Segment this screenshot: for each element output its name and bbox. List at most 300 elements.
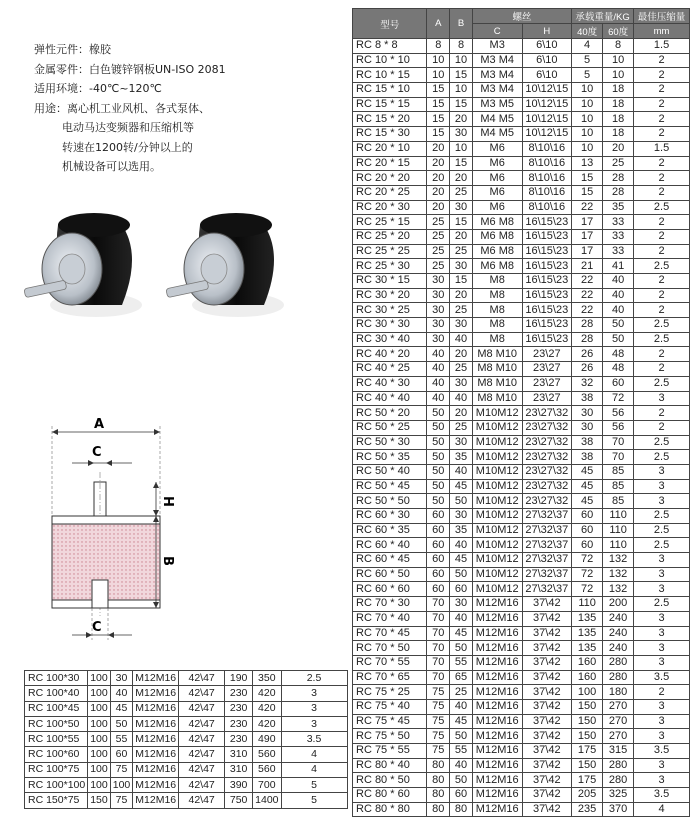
table-cell: RC 70 * 45 bbox=[353, 626, 427, 641]
table-cell: 20 bbox=[450, 229, 473, 244]
table-cell: 16\15\23 bbox=[522, 274, 572, 289]
table-row bbox=[353, 611, 690, 626]
table-cell: 28 bbox=[603, 185, 634, 200]
table-cell: 280 bbox=[603, 655, 634, 670]
table-cell: 230 bbox=[225, 701, 253, 716]
table-cell: 28 bbox=[572, 332, 603, 347]
table-cell: RC 15 * 30 bbox=[353, 127, 427, 142]
table-cell: 10 bbox=[572, 112, 603, 127]
table-cell: RC 50 * 35 bbox=[353, 450, 427, 465]
table-cell: 390 bbox=[225, 778, 253, 793]
header-c: C bbox=[472, 24, 522, 39]
table-cell: 100 bbox=[88, 732, 111, 747]
table-cell: 30 bbox=[450, 509, 473, 524]
table-cell: 30 bbox=[427, 332, 450, 347]
table-cell: 10 bbox=[603, 53, 634, 68]
table-cell: 50 bbox=[450, 567, 473, 582]
table-cell: 60 bbox=[427, 582, 450, 597]
table-cell: 3.5 bbox=[634, 788, 690, 803]
table-cell: 50 bbox=[427, 464, 450, 479]
table-cell: 3 bbox=[634, 714, 690, 729]
table-cell: 27\32\37 bbox=[522, 567, 572, 582]
table-cell: M8 bbox=[472, 318, 522, 333]
table-cell: M6 bbox=[472, 185, 522, 200]
table-cell: M12M16 bbox=[472, 714, 522, 729]
table-cell: 17 bbox=[572, 215, 603, 230]
table-cell: 72 bbox=[572, 567, 603, 582]
table-cell: RC 25 * 15 bbox=[353, 215, 427, 230]
table-cell: 40 bbox=[427, 347, 450, 362]
header-compression: 最佳压缩量 bbox=[634, 9, 690, 24]
table-cell: 23\27 bbox=[522, 391, 572, 406]
table-cell: 55 bbox=[450, 744, 473, 759]
table-cell: 10 bbox=[603, 68, 634, 83]
table-cell: 75 bbox=[427, 685, 450, 700]
table-cell: M6 bbox=[472, 200, 522, 215]
table-cell: 50 bbox=[427, 406, 450, 421]
table-cell: 160 bbox=[572, 670, 603, 685]
table-cell: 10 bbox=[450, 141, 473, 156]
table-cell: 75 bbox=[110, 762, 133, 777]
table-cell: 110 bbox=[603, 509, 634, 524]
table-cell: 15 bbox=[450, 68, 473, 83]
table-cell: 37\42 bbox=[522, 714, 572, 729]
table-cell: M10M12 bbox=[472, 523, 522, 538]
table-cell: 13 bbox=[572, 156, 603, 171]
table-cell: 42\47 bbox=[179, 778, 225, 793]
table-row bbox=[353, 68, 690, 83]
table-cell: 41 bbox=[603, 259, 634, 274]
table-cell: 2.5 bbox=[634, 376, 690, 391]
table-cell: 10 bbox=[427, 53, 450, 68]
table-cell: 3 bbox=[634, 494, 690, 509]
table-cell: 25 bbox=[450, 185, 473, 200]
table-cell: 15 bbox=[427, 83, 450, 98]
table-row bbox=[353, 332, 690, 347]
table-cell: M12M16 bbox=[472, 758, 522, 773]
table-row bbox=[353, 171, 690, 186]
table-cell: 16\15\23 bbox=[522, 215, 572, 230]
table-cell: 30 bbox=[110, 671, 133, 686]
table-cell: M4 M5 bbox=[472, 112, 522, 127]
table-cell: M3 bbox=[472, 39, 522, 54]
table-cell: 30 bbox=[450, 200, 473, 215]
table-cell: RC 70 * 55 bbox=[353, 655, 427, 670]
table-cell: 23\27 bbox=[522, 362, 572, 377]
table-cell: 280 bbox=[603, 773, 634, 788]
table-cell: 60 bbox=[427, 567, 450, 582]
table-cell: 15 bbox=[427, 97, 450, 112]
table-cell: RC 50 * 50 bbox=[353, 494, 427, 509]
spec-list bbox=[34, 40, 226, 177]
table-cell: 23\27\32 bbox=[522, 479, 572, 494]
table-cell: 50 bbox=[427, 479, 450, 494]
table-cell: RC 70 * 30 bbox=[353, 597, 427, 612]
table-cell: 2 bbox=[634, 685, 690, 700]
table-cell: M3 M4 bbox=[472, 53, 522, 68]
table-cell: RC 100*45 bbox=[25, 701, 88, 716]
table-cell: 100 bbox=[88, 778, 111, 793]
table-cell: 37\42 bbox=[522, 670, 572, 685]
table-cell: 50 bbox=[450, 494, 473, 509]
table-cell: 3 bbox=[281, 686, 347, 701]
table-cell: 4 bbox=[281, 762, 347, 777]
table-row bbox=[25, 762, 348, 777]
table-cell: 45 bbox=[572, 479, 603, 494]
table-cell: 27\32\37 bbox=[522, 509, 572, 524]
table-cell: 2.5 bbox=[634, 509, 690, 524]
table-row bbox=[353, 156, 690, 171]
table-cell: M10M12 bbox=[472, 553, 522, 568]
table-cell: 2 bbox=[634, 97, 690, 112]
table-cell: 50 bbox=[450, 773, 473, 788]
table-row bbox=[353, 53, 690, 68]
table-cell: RC 100*100 bbox=[25, 778, 88, 793]
table-cell: 100 bbox=[572, 685, 603, 700]
table-row bbox=[353, 773, 690, 788]
table-cell: 3 bbox=[634, 391, 690, 406]
table-cell: 270 bbox=[603, 714, 634, 729]
table-cell: 33 bbox=[603, 244, 634, 259]
table-cell: 420 bbox=[253, 686, 281, 701]
table-cell: 30 bbox=[427, 288, 450, 303]
table-cell: 230 bbox=[225, 716, 253, 731]
table-cell: RC 25 * 20 bbox=[353, 229, 427, 244]
large-size-table bbox=[24, 670, 348, 809]
table-row bbox=[25, 732, 348, 747]
table-cell: M12M16 bbox=[472, 655, 522, 670]
table-cell: M4 M5 bbox=[472, 127, 522, 142]
table-cell: 16\15\23 bbox=[522, 332, 572, 347]
table-cell: 42\47 bbox=[179, 762, 225, 777]
table-cell: 20 bbox=[450, 288, 473, 303]
table-cell: 80 bbox=[427, 773, 450, 788]
table-cell: 40 bbox=[427, 376, 450, 391]
table-cell: 40 bbox=[427, 391, 450, 406]
table-cell: RC 40 * 25 bbox=[353, 362, 427, 377]
table-cell: RC 60 * 50 bbox=[353, 567, 427, 582]
table-row bbox=[353, 670, 690, 685]
table-cell: RC 40 * 40 bbox=[353, 391, 427, 406]
table-cell: 6\10 bbox=[522, 39, 572, 54]
table-cell: RC 100*40 bbox=[25, 686, 88, 701]
table-cell: 40 bbox=[427, 362, 450, 377]
table-row bbox=[353, 450, 690, 465]
table-cell: M12M16 bbox=[472, 685, 522, 700]
spec-usage-line-2: 电动马达变频器和压缩机等 bbox=[62, 121, 194, 134]
table-cell: 23\27\32 bbox=[522, 435, 572, 450]
table-cell: 10 bbox=[427, 68, 450, 83]
table-cell: 37\42 bbox=[522, 626, 572, 641]
table-cell: M12M16 bbox=[472, 773, 522, 788]
table-cell: 15 bbox=[572, 185, 603, 200]
table-cell: 750 bbox=[225, 793, 253, 808]
table-cell: 37\42 bbox=[522, 758, 572, 773]
table-cell: 30 bbox=[427, 303, 450, 318]
table-cell: 25 bbox=[450, 362, 473, 377]
table-cell: 50 bbox=[427, 450, 450, 465]
table-cell: M10M12 bbox=[472, 435, 522, 450]
table-cell: 33 bbox=[603, 229, 634, 244]
dim-label-c-top: C bbox=[92, 445, 102, 460]
table-cell: 3.5 bbox=[281, 732, 347, 747]
table-cell: 270 bbox=[603, 729, 634, 744]
table-cell: 30 bbox=[450, 127, 473, 142]
table-cell: 8 bbox=[427, 39, 450, 54]
table-cell: 100 bbox=[88, 671, 111, 686]
table-cell: 70 bbox=[427, 655, 450, 670]
table-cell: M10M12 bbox=[472, 582, 522, 597]
table-cell: M12M16 bbox=[133, 701, 179, 716]
table-cell: 55 bbox=[450, 655, 473, 670]
table-cell: 42\47 bbox=[179, 671, 225, 686]
table-cell: 20 bbox=[603, 141, 634, 156]
table-cell: RC 100*50 bbox=[25, 716, 88, 731]
dimension-diagram bbox=[28, 416, 198, 646]
table-cell: 50 bbox=[603, 332, 634, 347]
table-cell: 23\27 bbox=[522, 376, 572, 391]
table-cell: 2 bbox=[634, 185, 690, 200]
table-cell: M10M12 bbox=[472, 567, 522, 582]
table-cell: 25 bbox=[427, 244, 450, 259]
table-cell: 37\42 bbox=[522, 641, 572, 656]
dim-label-b: B bbox=[160, 556, 175, 566]
table-cell: 4 bbox=[572, 39, 603, 54]
table-cell: 100 bbox=[88, 716, 111, 731]
table-cell: 16\15\23 bbox=[522, 303, 572, 318]
table-cell: 2 bbox=[634, 288, 690, 303]
table-cell: 8\10\16 bbox=[522, 185, 572, 200]
table-cell: 2.5 bbox=[634, 200, 690, 215]
table-cell: M6 bbox=[472, 156, 522, 171]
table-cell: M8 M10 bbox=[472, 376, 522, 391]
table-row bbox=[353, 39, 690, 54]
table-cell: RC 100*75 bbox=[25, 762, 88, 777]
table-cell: 27\32\37 bbox=[522, 553, 572, 568]
table-row bbox=[353, 141, 690, 156]
spec-table-body bbox=[353, 39, 690, 817]
table-cell: 25 bbox=[450, 420, 473, 435]
table-cell: 280 bbox=[603, 758, 634, 773]
table-row bbox=[353, 391, 690, 406]
table-cell: 60 bbox=[427, 553, 450, 568]
table-cell: 3 bbox=[634, 464, 690, 479]
table-cell: 27\32\37 bbox=[522, 538, 572, 553]
table-cell: 3 bbox=[634, 479, 690, 494]
table-cell: M12M16 bbox=[472, 802, 522, 817]
spec-table bbox=[352, 8, 690, 817]
table-cell: 3 bbox=[281, 701, 347, 716]
table-cell: RC 25 * 25 bbox=[353, 244, 427, 259]
table-cell: 60 bbox=[572, 523, 603, 538]
table-cell: 60 bbox=[427, 538, 450, 553]
table-cell: 38 bbox=[572, 435, 603, 450]
table-cell: M12M16 bbox=[133, 686, 179, 701]
table-cell: 110 bbox=[572, 597, 603, 612]
table-cell: RC 75 * 55 bbox=[353, 744, 427, 759]
table-cell: 5 bbox=[572, 68, 603, 83]
header-compression-unit: mm bbox=[634, 24, 690, 39]
table-cell: 2.5 bbox=[634, 523, 690, 538]
table-cell: 100 bbox=[110, 778, 133, 793]
table-cell: 60 bbox=[427, 523, 450, 538]
header-load-60: 60度 bbox=[603, 24, 634, 39]
table-cell: 15 bbox=[427, 112, 450, 127]
dim-label-a: A bbox=[94, 417, 105, 432]
table-cell: 75 bbox=[427, 714, 450, 729]
table-cell: RC 60 * 60 bbox=[353, 582, 427, 597]
table-cell: 40 bbox=[450, 758, 473, 773]
spec-metal: 金属零件：白色镀锌钢板UN-ISO 2081 bbox=[34, 62, 226, 76]
table-cell: 5 bbox=[281, 793, 347, 808]
table-cell: 6\10 bbox=[522, 53, 572, 68]
table-cell: RC 80 * 80 bbox=[353, 802, 427, 817]
table-cell: M10M12 bbox=[472, 538, 522, 553]
table-cell: 28 bbox=[603, 171, 634, 186]
table-row bbox=[353, 288, 690, 303]
table-cell: 20 bbox=[450, 171, 473, 186]
table-cell: 15 bbox=[450, 97, 473, 112]
table-cell: 30 bbox=[427, 274, 450, 289]
table-cell: 8 bbox=[450, 39, 473, 54]
table-cell: 28 bbox=[572, 318, 603, 333]
table-row bbox=[25, 686, 348, 701]
table-cell: 40 bbox=[603, 288, 634, 303]
header-b: B bbox=[450, 9, 473, 39]
table-cell: 25 bbox=[427, 229, 450, 244]
product-photo-right bbox=[160, 205, 300, 325]
table-cell: M12M16 bbox=[472, 699, 522, 714]
spec-usage-line-1: 用途：离心机工业风机、各式泵体、 bbox=[34, 101, 210, 115]
table-cell: M12M16 bbox=[472, 788, 522, 803]
table-row bbox=[353, 435, 690, 450]
table-cell: 50 bbox=[110, 716, 133, 731]
table-cell: 70 bbox=[427, 626, 450, 641]
table-cell: 560 bbox=[253, 747, 281, 762]
table-cell: 16\15\23 bbox=[522, 244, 572, 259]
table-cell: 35 bbox=[603, 200, 634, 215]
table-cell: 100 bbox=[88, 762, 111, 777]
table-cell: M10M12 bbox=[472, 464, 522, 479]
table-cell: M12M16 bbox=[133, 793, 179, 808]
table-row bbox=[353, 582, 690, 597]
table-cell: 27\32\37 bbox=[522, 523, 572, 538]
table-cell: 60 bbox=[572, 538, 603, 553]
table-cell: 2 bbox=[634, 362, 690, 377]
table-cell: 150 bbox=[88, 793, 111, 808]
table-cell: M12M16 bbox=[472, 597, 522, 612]
table-cell: 175 bbox=[572, 744, 603, 759]
table-cell: 135 bbox=[572, 641, 603, 656]
table-cell: 70 bbox=[427, 597, 450, 612]
table-cell: 45 bbox=[450, 626, 473, 641]
table-cell: M3 M4 bbox=[472, 83, 522, 98]
table-cell: 10\12\15 bbox=[522, 127, 572, 142]
table-cell: RC 10 * 10 bbox=[353, 53, 427, 68]
table-cell: 2.5 bbox=[634, 538, 690, 553]
table-cell: 50 bbox=[450, 641, 473, 656]
table-row bbox=[353, 523, 690, 538]
table-cell: 33 bbox=[603, 215, 634, 230]
table-cell: 42\47 bbox=[179, 701, 225, 716]
table-cell: RC 20 * 25 bbox=[353, 185, 427, 200]
table-row bbox=[353, 685, 690, 700]
table-cell: 6\10 bbox=[522, 68, 572, 83]
table-cell: 18 bbox=[603, 83, 634, 98]
table-cell: 8\10\16 bbox=[522, 171, 572, 186]
table-cell: 325 bbox=[603, 788, 634, 803]
table-cell: 45 bbox=[450, 714, 473, 729]
table-cell: 560 bbox=[253, 762, 281, 777]
table-cell: RC 40 * 20 bbox=[353, 347, 427, 362]
table-cell: 85 bbox=[603, 464, 634, 479]
table-row bbox=[353, 626, 690, 641]
table-cell: 420 bbox=[253, 701, 281, 716]
table-cell: 2.5 bbox=[634, 597, 690, 612]
table-cell: M8 M10 bbox=[472, 391, 522, 406]
table-cell: 40 bbox=[450, 464, 473, 479]
table-cell: 38 bbox=[572, 391, 603, 406]
table-row bbox=[353, 494, 690, 509]
table-cell: RC 30 * 15 bbox=[353, 274, 427, 289]
table-row bbox=[353, 655, 690, 670]
table-cell: 2 bbox=[634, 244, 690, 259]
table-cell: M12M16 bbox=[133, 778, 179, 793]
table-cell: 80 bbox=[427, 802, 450, 817]
table-cell: 80 bbox=[450, 802, 473, 817]
table-cell: M10M12 bbox=[472, 420, 522, 435]
table-cell: M10M12 bbox=[472, 450, 522, 465]
table-row bbox=[353, 274, 690, 289]
table-cell: 100 bbox=[88, 747, 111, 762]
table-cell: 80 bbox=[427, 788, 450, 803]
table-cell: 17 bbox=[572, 244, 603, 259]
table-cell: RC 75 * 25 bbox=[353, 685, 427, 700]
table-cell: 3 bbox=[634, 567, 690, 582]
table-cell: 2 bbox=[634, 274, 690, 289]
table-cell: 2 bbox=[634, 420, 690, 435]
table-cell: RC 15 * 10 bbox=[353, 83, 427, 98]
table-cell: 70 bbox=[603, 435, 634, 450]
table-cell: 37\42 bbox=[522, 699, 572, 714]
table-cell: 80 bbox=[427, 758, 450, 773]
table-cell: 18 bbox=[603, 97, 634, 112]
table-cell: M8 M10 bbox=[472, 347, 522, 362]
table-cell: 25 bbox=[603, 156, 634, 171]
table-cell: 37\42 bbox=[522, 597, 572, 612]
table-cell: 280 bbox=[603, 670, 634, 685]
table-cell: RC 60 * 30 bbox=[353, 509, 427, 524]
table-cell: 3 bbox=[634, 773, 690, 788]
table-cell: 65 bbox=[450, 670, 473, 685]
table-cell: 60 bbox=[603, 376, 634, 391]
table-cell: M8 bbox=[472, 274, 522, 289]
table-cell: 20 bbox=[427, 185, 450, 200]
table-cell: M12M16 bbox=[133, 747, 179, 762]
table-cell: RC 30 * 30 bbox=[353, 318, 427, 333]
table-row bbox=[353, 758, 690, 773]
table-cell: 4 bbox=[634, 802, 690, 817]
header-h: H bbox=[522, 24, 572, 39]
table-cell: RC 60 * 40 bbox=[353, 538, 427, 553]
table-cell: 27\32\37 bbox=[522, 582, 572, 597]
table-cell: 23\27 bbox=[522, 347, 572, 362]
table-cell: 40 bbox=[450, 611, 473, 626]
table-row bbox=[353, 744, 690, 759]
table-cell: RC 50 * 40 bbox=[353, 464, 427, 479]
table-cell: M8 bbox=[472, 303, 522, 318]
table-cell: 45 bbox=[572, 464, 603, 479]
